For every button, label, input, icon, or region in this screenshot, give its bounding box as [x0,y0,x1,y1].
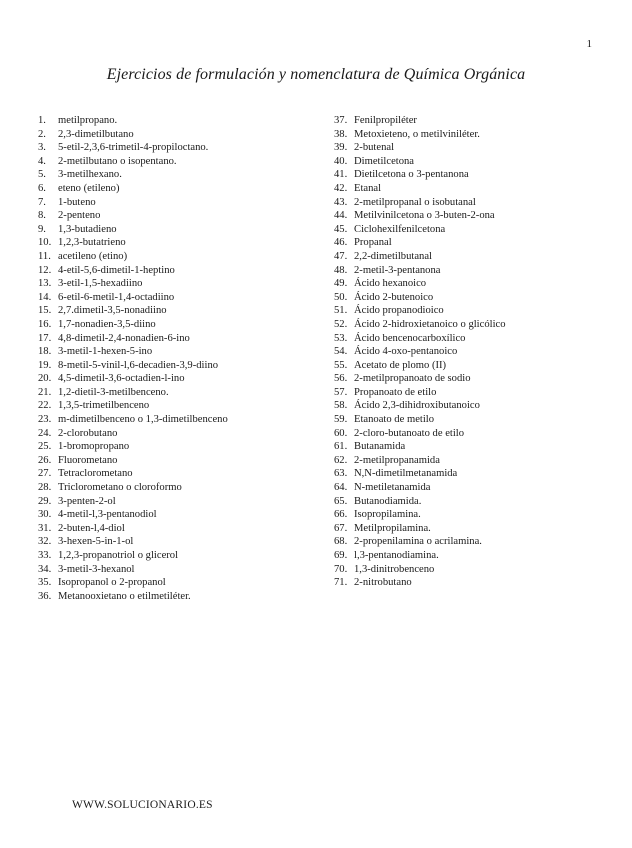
exercise-item [334,495,604,509]
exercise-number: 48. [334,264,348,276]
exercise-item [38,535,328,549]
exercise-text: Dimetilcetona [354,155,415,167]
exercise-item [38,386,328,400]
exercise-item [334,128,604,142]
exercise-number: 12. [38,264,52,276]
exercise-item [334,440,604,454]
exercise-item [334,264,604,278]
exercise-text: 8-metil-5-vinil-l,6-decadien-3,9-diino [58,359,219,371]
exercise-item [38,576,328,590]
exercise-number: 9. [38,223,46,235]
exercise-number: 53. [334,332,348,344]
exercise-text: 1,3-dinitrobenceno [354,563,435,575]
exercise-text: Isopropilamina. [354,509,421,521]
exercise-item [334,372,604,386]
exercise-number: 1. [38,115,46,126]
exercise-text: 2,3-dimetilbutano [58,128,134,140]
exercise-number: 32. [38,536,52,548]
exercise-number: 62. [334,454,348,466]
exercise-item [38,250,328,264]
exercise-item [334,508,604,522]
exercise-text: 1-buteno [58,196,96,208]
exercise-text: 5-etil-2,3,6-trimetil-4-propiloctano. [58,142,209,154]
exercise-number: 23. [38,414,52,426]
exercise-item [38,467,328,481]
exercise-text: Fluorometano [58,454,118,466]
exercise-item [334,318,604,332]
exercise-text: 4-etil-5,6-dimetil-1-heptino [58,264,175,276]
exercise-item [38,399,328,413]
exercise-item [334,182,604,196]
exercise-number: 57. [334,386,348,398]
exercise-number: 7. [38,196,46,208]
exercise-item [334,413,604,427]
exercise-text: 4,8-dimetil-2,4-nonadien-6-ino [58,332,190,344]
exercise-text: Ácido 2,3-dihidroxibutanoico [354,400,480,412]
exercise-text: Metilpropilamina. [354,522,431,534]
exercise-item [334,576,604,590]
exercise-item [38,508,328,522]
exercise-text: 4,5-dimetil-3,6-octadien-l-ino [58,373,185,385]
exercise-item [38,495,328,509]
exercise-text: 3-hexen-5-in-1-ol [58,536,134,548]
exercise-text: 3-metil-3-hexanol [58,563,135,575]
exercise-item [334,141,604,155]
footer-watermark: WWW.SOLUCIONARIO.ES [72,799,213,811]
exercise-text: Tetraclorometano [58,468,133,480]
exercise-item [334,196,604,210]
exercise-number: 43. [334,196,348,208]
exercise-number: 5. [38,169,46,181]
exercise-number: 68. [334,536,348,548]
exercise-number: 67. [334,522,348,534]
exercise-number: 26. [38,454,52,466]
exercise-number: 44. [334,210,348,222]
exercise-text: Metoxieteno, o metilviniléter. [354,128,480,140]
exercise-number: 47. [334,250,348,262]
exercise-item [38,359,328,373]
exercise-text: N-metiletanamida [354,482,431,494]
exercise-number: 8. [38,210,46,222]
exercise-number: 29. [38,495,52,507]
exercise-item [38,168,328,182]
exercise-item [334,332,604,346]
exercise-text: acetileno (etino) [58,250,128,262]
exercise-text: Ácido 4-oxo-pentanoico [354,346,458,358]
exercise-number: 21. [38,386,52,398]
exercise-text: Acetato de plomo (II) [354,359,447,371]
exercise-item [334,359,604,373]
exercise-text: 2-nitrobutano [354,577,412,589]
exercise-text: Dietilcetona o 3-pentanona [354,169,469,181]
exercise-number: 39. [334,142,348,154]
exercise-number: 71. [334,577,348,589]
exercise-number: 66. [334,509,348,521]
exercise-item [38,440,328,454]
exercise-item [334,345,604,359]
exercise-number: 13. [38,278,52,290]
exercise-text: 2-clorobutano [58,427,118,439]
exercise-number: 20. [38,373,52,385]
exercise-item [334,250,604,264]
exercise-number: 15. [38,305,52,317]
exercise-item [38,304,328,318]
exercise-number: 16. [38,318,52,330]
exercise-item [38,522,328,536]
exercise-number: 42. [334,182,348,194]
exercise-number: 55. [334,359,348,371]
exercise-number: 70. [334,563,348,575]
exercise-text: Ácido hexanoico [354,278,427,290]
exercise-text: l,3-pentanodiamina. [354,550,439,561]
exercise-number: 58. [334,400,348,412]
exercise-number: 37. [334,115,348,126]
exercise-item [334,277,604,291]
exercise-number: 56. [334,373,348,385]
exercise-item [38,264,328,278]
exercise-number: 24. [38,427,52,439]
exercise-number: 69. [334,550,348,561]
exercise-text: 2,7.dimetil-3,5-nonadiino [58,305,167,317]
exercise-text: 2-penteno [58,210,101,222]
exercise-text: Ciclohexilfenilcetona [354,223,446,235]
exercise-number: 10. [38,237,52,249]
exercise-item [38,372,328,386]
exercise-item [38,155,328,169]
exercise-text: Triclorometano o cloroformo [58,482,182,494]
exercise-number: 6. [38,182,46,194]
exercise-list-right [334,114,604,590]
exercise-item [334,522,604,536]
exercise-text: 3-penten-2-ol [58,495,116,507]
exercise-item [38,481,328,495]
exercise-text: 1,2,3-butatrieno [58,237,126,249]
exercise-item [334,291,604,305]
exercise-number: 18. [38,346,52,358]
exercise-text: 1,7-nonadien-3,5-diino [58,318,156,330]
exercise-text: Fenilpropiléter [354,115,417,126]
exercise-text: 2-cloro-butanoato de etilo [354,427,465,439]
exercise-text: Butanamida [354,441,406,453]
exercise-item [38,223,328,237]
exercise-number: 27. [38,468,52,480]
exercise-number: 61. [334,441,348,453]
exercise-text: 2-metil-3-pentanona [354,264,441,276]
exercise-number: 50. [334,291,348,303]
exercise-item [38,196,328,210]
exercise-text: Butanodiamida. [354,495,422,507]
exercise-number: 3. [38,142,46,154]
exercise-number: 34. [38,563,52,575]
exercise-number: 65. [334,495,348,507]
exercise-item [38,141,328,155]
exercise-item [38,454,328,468]
exercise-number: 41. [334,169,348,181]
exercise-text: 2-metilpropanoato de sodio [354,373,471,385]
exercise-item [334,467,604,481]
exercise-text: Metilvinilcetona o 3-buten-2-ona [354,210,495,222]
exercise-number: 46. [334,237,348,249]
exercise-text: 2,2-dimetilbutanal [354,250,432,262]
exercise-number: 49. [334,278,348,290]
exercise-item [334,114,604,128]
exercise-text: 1,3,5-trimetilbenceno [58,400,150,412]
exercise-text: 1,2,3-propanotriol o glicerol [58,550,179,561]
exercise-text: 1-bromopropano [58,441,130,453]
exercise-text: 2-butenal [354,142,395,154]
exercise-number: 64. [334,482,348,494]
exercise-text: 2-buten-l,4-diol [58,522,125,534]
exercise-item [334,549,604,563]
exercise-text: 1,2-dietil-3-metilbenceno. [58,386,169,398]
exercise-text: metilpropano. [58,115,118,126]
exercise-text: N,N-dimetilmetanamida [354,468,458,480]
exercise-item [38,427,328,441]
exercise-item [38,128,328,142]
exercise-text: Ácido propanodioico [354,305,444,317]
exercise-number: 14. [38,291,52,303]
exercise-item [38,114,328,128]
exercise-item [334,168,604,182]
exercise-item [38,277,328,291]
exercise-item [334,223,604,237]
exercise-number: 51. [334,305,348,317]
exercise-text: Ácido bencenocarboxílico [354,332,466,344]
exercise-text: 1,3-butadieno [58,223,117,235]
exercise-text: 6-etil-6-metil-1,4-octadiino [58,291,175,303]
exercise-number: 22. [38,400,52,412]
exercise-item [334,155,604,169]
exercise-number: 17. [38,332,52,344]
exercise-number: 33. [38,550,52,561]
exercise-text: 2-metilbutano o isopentano. [58,155,177,167]
exercise-item [334,563,604,577]
exercise-item [38,332,328,346]
exercise-text: m-dimetilbenceno o 1,3-dimetilbenceno [58,414,228,426]
exercise-number: 31. [38,522,52,534]
exercise-number: 38. [334,128,348,140]
exercise-number: 59. [334,414,348,426]
exercise-number: 28. [38,482,52,494]
exercise-text: Propanal [354,237,392,249]
exercise-item [334,535,604,549]
exercise-item [334,427,604,441]
exercise-list-left [38,114,328,603]
exercise-item [38,413,328,427]
exercise-item [334,209,604,223]
exercise-number: 19. [38,359,52,371]
exercise-item [38,549,328,563]
exercise-text: eteno (etileno) [58,182,120,194]
exercise-text: Propanoato de etilo [354,386,437,398]
exercise-text: Ácido 2-butenoico [354,291,434,303]
exercise-item [38,209,328,223]
exercise-number: 52. [334,318,348,330]
exercise-number: 40. [334,155,348,167]
exercise-number: 60. [334,427,348,439]
exercise-item [334,386,604,400]
exercise-number: 35. [38,577,52,589]
exercise-number: 36. [38,590,52,602]
exercise-text: 4-metil-l,3-pentanodiol [58,509,157,521]
exercise-item [38,236,328,250]
exercise-item [334,399,604,413]
exercise-text: Etanoato de metilo [354,414,435,426]
exercise-text: Ácido 2-hidroxietanoico o glicólico [354,318,506,330]
exercise-item [38,182,328,196]
exercise-text: Metanooxietano o etilmetiléter. [58,590,191,602]
exercise-number: 11. [38,250,51,262]
exercise-item [334,304,604,318]
exercise-text: 2-metilpropanamida [354,454,440,466]
exercise-text: 2-propenilamina o acrilamina. [354,536,482,548]
exercise-item [38,345,328,359]
exercise-number: 54. [334,346,348,358]
exercise-text: 3-etil-1,5-hexadiino [58,278,143,290]
exercise-item [334,481,604,495]
exercise-item [334,454,604,468]
exercise-text: Etanal [354,182,382,194]
exercise-text: 3-metilhexano. [58,169,122,181]
exercise-text: 2-metilpropanal o isobutanal [354,196,476,208]
exercise-number: 25. [38,441,52,453]
exercise-item [334,236,604,250]
exercise-number: 4. [38,155,46,167]
exercise-number: 30. [38,509,52,521]
page-number: 1 [586,38,592,50]
exercise-number: 63. [334,468,348,480]
exercise-number: 2. [38,128,46,140]
document-title: Ejercicios de formulación y nomenclatura de Química Orgánica [106,66,526,83]
exercise-item [38,291,328,305]
exercise-number: 45. [334,223,348,235]
exercise-item [38,590,328,604]
exercise-item [38,318,328,332]
exercise-text: Isopropanol o 2-propanol [58,577,166,589]
exercise-item [38,563,328,577]
exercise-text: 3-metil-1-hexen-5-ino [58,346,153,358]
